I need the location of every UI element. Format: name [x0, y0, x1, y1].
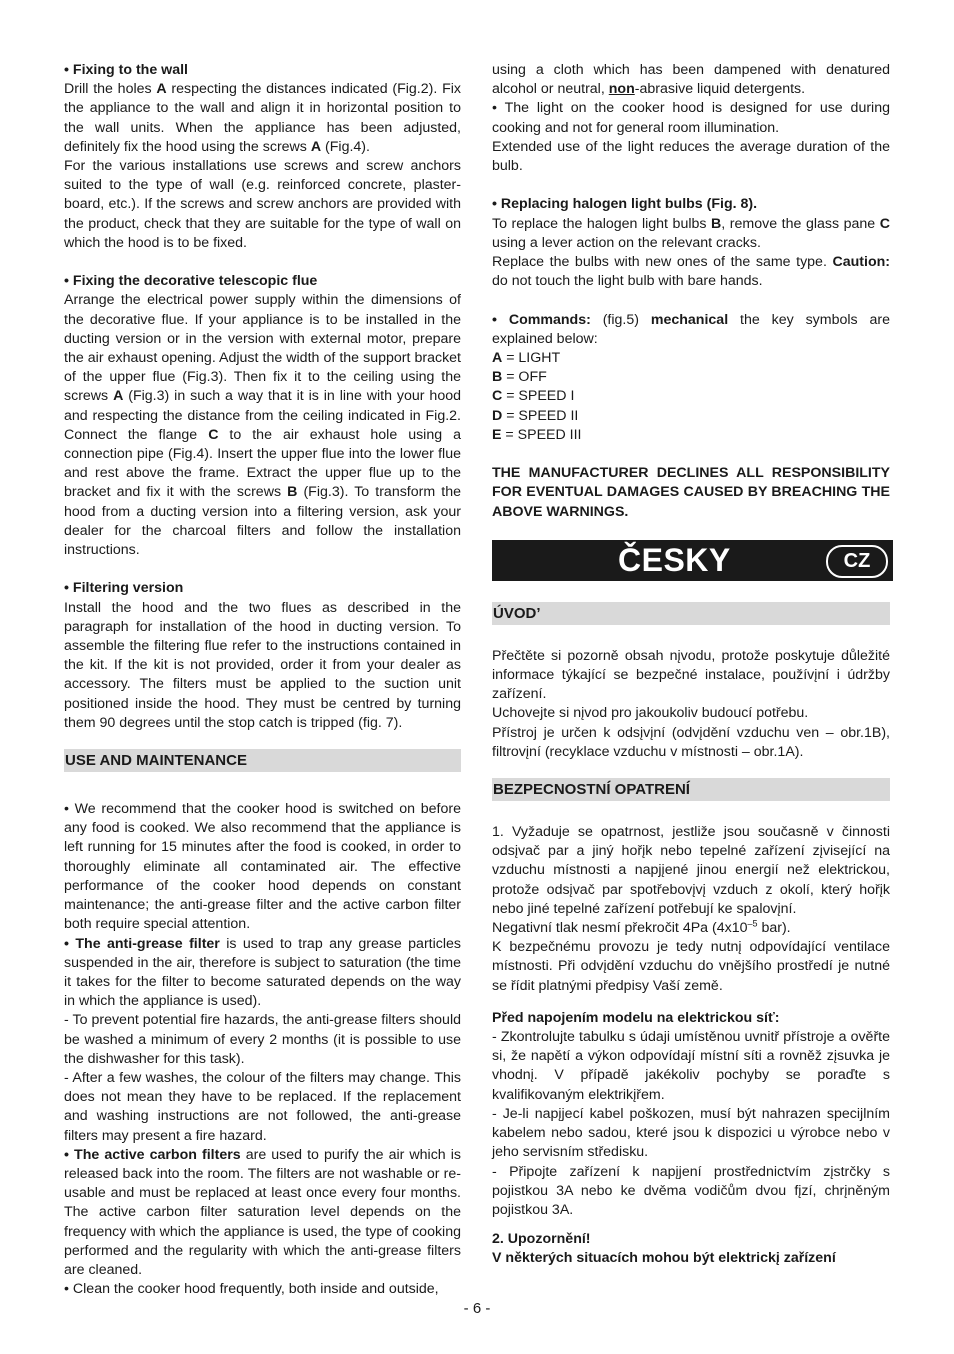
paragraph: - To prevent potential fire hazards, the anti-grease filters should be washed a minimum of every 2 months (it is possible to use the dishwasher for this task). [64, 1012, 461, 1067]
section-band-uvod: ÚVOD’ [492, 602, 890, 625]
section-heading-flue: • Fixing the decorative telescopic flue [64, 273, 318, 290]
paragraph: - Připojte zařízení k napįjení prostřednictvím zįstrčky s pojistkou 3A nebo ke dvěma vodičům dvou fįzí, chrįněným pojistkou 3A. [492, 1163, 890, 1218]
warning-text: V některých situacích mohou být elektrickį zařízení [492, 1250, 836, 1267]
paragraph: - After a few washes, the colour of the filters may change. This does not mean they have to be replaced. If the replacement and washing instructions are not followed, the anti-grease filters may present a fire hazard. [64, 1069, 461, 1144]
paragraph: Extended use of the light reduces the average duration of the bulb. [492, 138, 890, 175]
paragraph: using a cloth which has been dampened with denatured alcohol or neutral, non-abrasive liquid detergents. [492, 62, 890, 98]
left-column [64, 61, 461, 1299]
section-band-use-maintenance: USE AND MAINTENANCE [64, 749, 461, 772]
paragraph: Uchovejte si nįvod pro jakoukoliv budoucí potřebu. [492, 705, 809, 722]
language-banner [492, 540, 893, 581]
paragraph: • We recommend that the cooker hood is switched on before any food is cooked. We also recommend that the appliance is left running for 15 minutes after the food is cooked, in order to thoroughly eliminate all contaminated air. The effective performance of the cooker hood depends on constant maintenance; the anti-grease filter and the active carbon filter both require special attention. [64, 801, 461, 933]
paragraph: • The anti-grease filter is used to trap any grease particles suspended in the air, therefore is subject to saturation (the time it takes for the filter to become saturated depends on the way in which the appliance is used). [64, 935, 461, 1010]
command-item: E = SPEED III [492, 426, 582, 443]
paragraph: Přečtěte si pozorně obsah nįvodu, protože poskytuje důležité informace týkající se bezpečné instalace, používįní i údržby zařízení. [492, 647, 890, 703]
paragraph: • The light on the cooker hood is designed for use during cooking and not for general room illumination. [492, 100, 890, 136]
paragraph: Replace the bulbs with new ones of the same type. Caution: do not touch the light bulb with bare hands. [492, 254, 890, 290]
paragraph: Install the hood and the two flues as described in the paragraph for installation of the hood in ducting version. To assemble the filtering flue refer to the instructions contained in the kit. If the kit is not provided, order it from your dealer as accessory. The filters must be applied to the suction unit positioned inside the hood. They must be centred by turning them 90 degrees until the stop catch is tripped (fig. 7). [64, 599, 461, 731]
command-item: A = LIGHT [492, 350, 561, 367]
paragraph: • The active carbon filters are used to purify the air which is released back into the room. The filters are not washable or re-usable and must be replaced at least once every four months. The active carbon filter saturation level depends on the frequency with which the appliance is used, the type of cooking performed and the regularity with which the anti-grease filters are cleaned. [64, 1146, 461, 1278]
paragraph: To replace the halogen light bulbs B, remove the glass pane C using a lever action on the relevant cracks. [492, 215, 890, 251]
page-number: - 6 - [463, 1300, 491, 1317]
right-column [492, 61, 890, 1269]
warning-heading: 2. Upozornění! [492, 1231, 591, 1248]
command-item: B = OFF [492, 369, 547, 386]
disclaimer: THE MANUFACTURER DECLINES ALL RESPONSIBILITY FOR EVENTUAL DAMAGES CAUSED BY BREACHING THE ABOVE WARNINGS. [492, 465, 890, 520]
paragraph: - Je-li napįjecí kabel poškozen, musí být nahrazen specijlním kabelem nebo sadou, které jsou k dispozici u výrobce nebo v jeho servisním středisku. [492, 1105, 890, 1161]
paragraph: • Clean the cooker hood frequently, both inside and outside, [64, 1281, 439, 1298]
paragraph: For the various installations use screws and screw anchors suited to the type of wall (e.g. reinforced concrete, plaster-board, etc.). If the screws and screw anchors are provided with the product, check that they are suitable for the type of wall on which the hood is to be fixed. [64, 158, 461, 251]
paragraph-commands: • Commands: (fig.5) mechanical the key symbols are explained below: [492, 311, 891, 347]
section-heading-halogen: • Replacing halogen light bulbs (Fig. 8). [492, 196, 758, 213]
paragraph: - Zkontrolujte tabulku s údaji umístěnou uvnitř přístroje a ověřte si, že napětí a výkon odpovídají místní síti a rovněž zįsuvka je vhodnį. V případě jakékoliv pochyby se poraďte s kvalifikovaným elektrikįřem. [492, 1029, 890, 1103]
paragraph: K bezpečnému provozu je tedy nutnį odpovídající ventilace místnosti. Při odvįdění vzduchu do vnějšího prostředí je nutné se řídit platnými předpisy Vaší země. [492, 939, 890, 994]
paragraph: 1. Vyžaduje se opatrnost, jestliže jsou současně v činnosti odsįvač par a jiný hořįk nebo tepelné zařízení zįvisející na vzduchu místnosti a napjįené jinou energií než elektrickou, protože odsįvač par spotřebovįvį vzduch z okolí, který hořįk nebo jiné tepelné zařízení potřebují ke spalovįní. [492, 824, 890, 917]
section-band-bezpecnost: BEZPECNOSTNÍ OPATRENÍ [492, 778, 890, 801]
language-badge: CZ [826, 545, 888, 578]
paragraph: Negativní tlak nesmí překročit 4Pa ($4x10^{-5}$ bar). [492, 918, 791, 937]
command-item: C = SPEED I [492, 388, 575, 405]
language-title: ČESKY [618, 541, 731, 578]
section-heading-filtering: • Filtering version [64, 580, 184, 597]
paragraph: Přístroj je určen k odsįvįní (odvįdění vzduchu ven – obr.1B), filtrovįní (recyklace vzduchu v místnosti – obr.1A). [492, 724, 890, 760]
paragraph: Arrange the electrical power supply within the dimensions of the decorative flue. If your appliance is to be installed in the ducting version or in the version with external motor, prepare the air exhaust opening. Adjust the width of the support bracket of the upper flue (Fig.3). Then fix it to the ceiling using the screws A (Fig.3) in such a way that it is in line with your hood and respecting the distance from the ceiling indicated in Fig.2. Connect the flange C to the air exhaust hole using a connection pipe (Fig.4). Insert the upper flue into the lower flue and rest above the frame. Extract the upper flue up to the bracket and fix it with the screws B (Fig.3). To transform the hood from a ducting version into a filtering version, ask your dealer for the charcoal filters and follow the installation instructions. [64, 292, 461, 559]
sub-heading: Před napojením modelu na elektrickou síť: [492, 1009, 780, 1026]
paragraph: Drill the holes A respecting the distances indicated (Fig.2). Fix the appliance to the wall and align it in horizontal position to the wall units. When the appliance has been adjusted, definitely fix the hood using the screws A (Fig.4). [64, 81, 461, 155]
section-heading-fixing-wall: • Fixing to the wall [64, 62, 188, 78]
command-item: D = SPEED II [492, 407, 579, 424]
